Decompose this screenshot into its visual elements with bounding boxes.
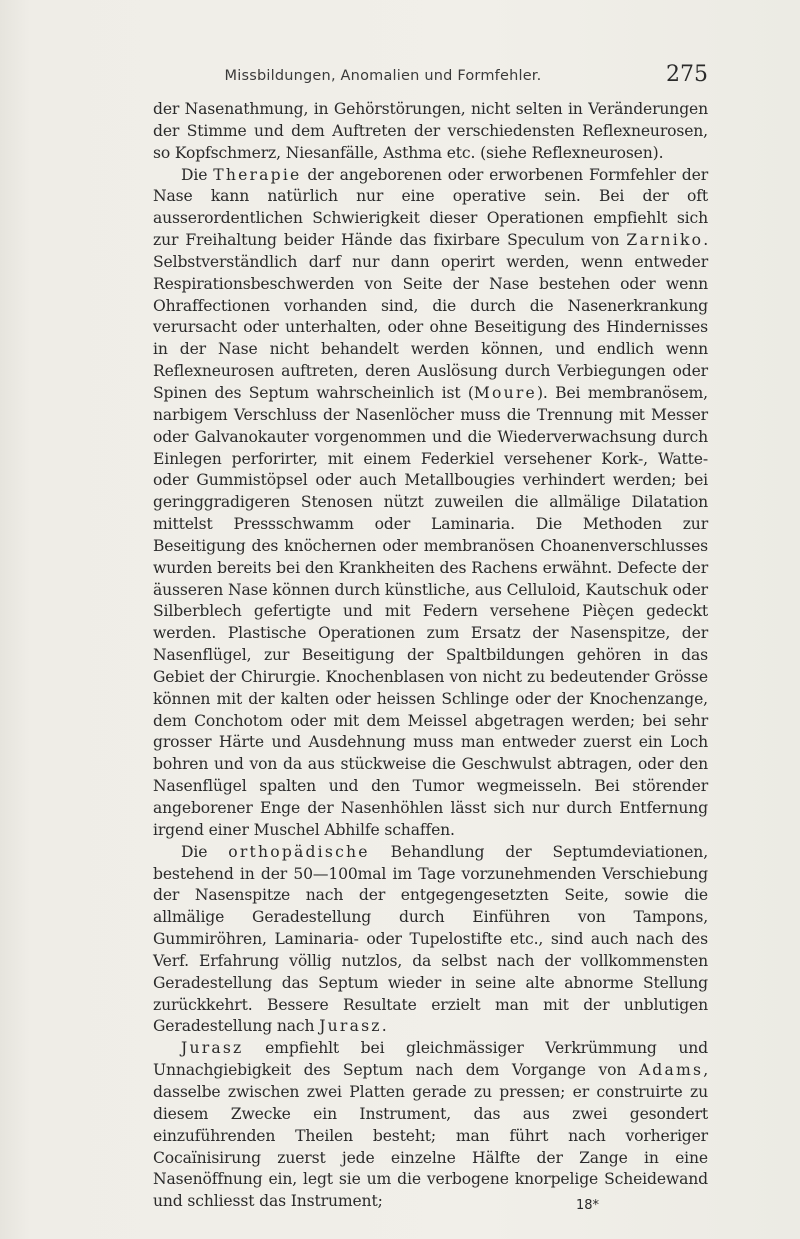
spaced-name: Zarniko xyxy=(626,231,704,250)
text-run: Die xyxy=(181,165,214,184)
spaced-name: Jurasz xyxy=(181,1039,244,1058)
text-run: der Nasenathmung, in Gehörstörungen, nicht selten in Veränderungen der Stimme und dem Auftreten der verschiedensten Reflexneurosen, so Kopfschmerz, Niesanfälle, Asthma etc. (siehe Reflexneurosen). xyxy=(153,100,708,162)
text-run: empfiehlt bei gleichmässiger Verkrümmung und Unnachgiebigkeit des Septum nach dem Vorgange von xyxy=(153,1039,708,1080)
text-run: Die xyxy=(181,842,229,861)
text-run: . xyxy=(381,1017,387,1036)
page-number: 275 xyxy=(666,62,708,87)
page-header xyxy=(148,62,708,92)
text-run: . Selbstverständlich darf nur dann operirt werden, wenn entweder Respirationsbeschwerden von Seite der Nase bestehen oder wenn Ohraffectionen vorhanden sind, die durch die Nasenerkrankung verursacht oder unterhalten, oder ohne Beseitigung des Hindernisses in der Nase nicht behandelt werden können, und endlich wenn Reflexneurosen auftreten, deren Auslösung durch Verbiegungen oder Spinen des Septum wahrscheinlich ist ( xyxy=(153,231,708,402)
text-run: der angeborenen oder erworbenen Formfehler der Nase kann natürlich nur eine operative sein. Bei der oft ausserordentlichen Schwierigkeit dieser Operationen empfiehlt sich zur Freihaltung beider Hände das fixirbare Speculum von xyxy=(153,165,708,250)
running-head: Missbildungen, Anomalien und Formfehler. xyxy=(224,68,542,84)
text-run: , dasselbe zwischen zwei Platten gerade zu pressen; er construirte zu diesem Zwecke ein Instrument, das aus zwei gesondert einzuführenden Theilen besteht; man führt nach vorheriger Cocaïnisirung zuerst jede einzelne Hälfte der Zange in eine Nasenöffnung ein, legt sie um die verbogene knorpelige Scheidewand und schliesst das Instrument; xyxy=(153,1061,708,1211)
paragraph-p1 xyxy=(153,99,708,165)
spaced-name: Moure xyxy=(473,383,537,402)
body-text xyxy=(153,99,708,1213)
spaced-name: Jurasz xyxy=(319,1017,382,1036)
paragraph-p4 xyxy=(153,1038,708,1213)
spaced-name: orthopädische xyxy=(228,842,370,861)
paragraph-p2 xyxy=(153,165,708,842)
paragraph-p3 xyxy=(153,842,708,1039)
signature-mark: 18* xyxy=(576,1198,600,1213)
spaced-name: Therapie xyxy=(213,165,302,184)
text-run: ). Bei membranösem, narbigem Verschluss der Nasenlöcher muss die Trennung mit Messer oder Galvanokauter vorgenommen und die Wiederverwachsung durch Einlegen perforirter, mit einem Federkiel versehener Kork-, Watte- oder Gummistöpsel oder auch Metallbougies verhindert werden; bei geringgradigeren Stenosen nützt zuweilen die allmälige Dilatation mittelst Pressschwamm oder Laminaria. Die Methoden zur Beseitigung des knöchernen oder membranösen Choanenverschlusses wurden bereits bei den Krankheiten des Rachens erwähnt. Defecte der äusseren Nase können durch künstliche, aus Celluloid, Kautschuk oder Silberblech gefertigte und mit Federn versehene Pièçen gedeckt werden. Plastische Operationen zum Ersatz der Nasenspitze, der Nasenflügel, zur Beseitigung der Spaltbildungen gehören in das Gebiet der Chirurgie. Knochenblasen von nicht zu bedeutender Grösse können mit der kalten oder heissen Schlinge oder der Knochenzange, dem Conchotom oder mit dem Meissel abgetragen werden; bei sehr grosser Härte und Ausdehnung muss man entweder zuerst ein Loch bohren und von da aus stückweise die Geschwulst abtragen, oder den Nasenflügel spalten und den Tumor wegmeisseln. Bei störender angeborener Enge der Nasenhöhlen lässt sich nur durch Entfernung irgend einer Muschel Abhilfe schaffen. xyxy=(153,383,708,839)
text-run: Behandlung der Septumdeviationen, bestehend in der 50—100mal im Tage vorzunehmenden Verschiebung der Nasenspitze nach der entgegengesetzten Seite, sowie die allmälige Geradestellung durch Einführen von Tampons, Gummiröhren, Laminaria- oder Tupelostifte etc., sind auch nach des Verf. Erfahrung völlig nutzlos, da selbst nach der vollkommensten Geradestellung das Septum wieder in seine alte abnorme Stellung zurückkehrt. Bessere Resultate erzielt man mit der unblutigen Geradestellung nach xyxy=(153,842,709,1036)
spaced-name: Adams xyxy=(638,1061,704,1080)
